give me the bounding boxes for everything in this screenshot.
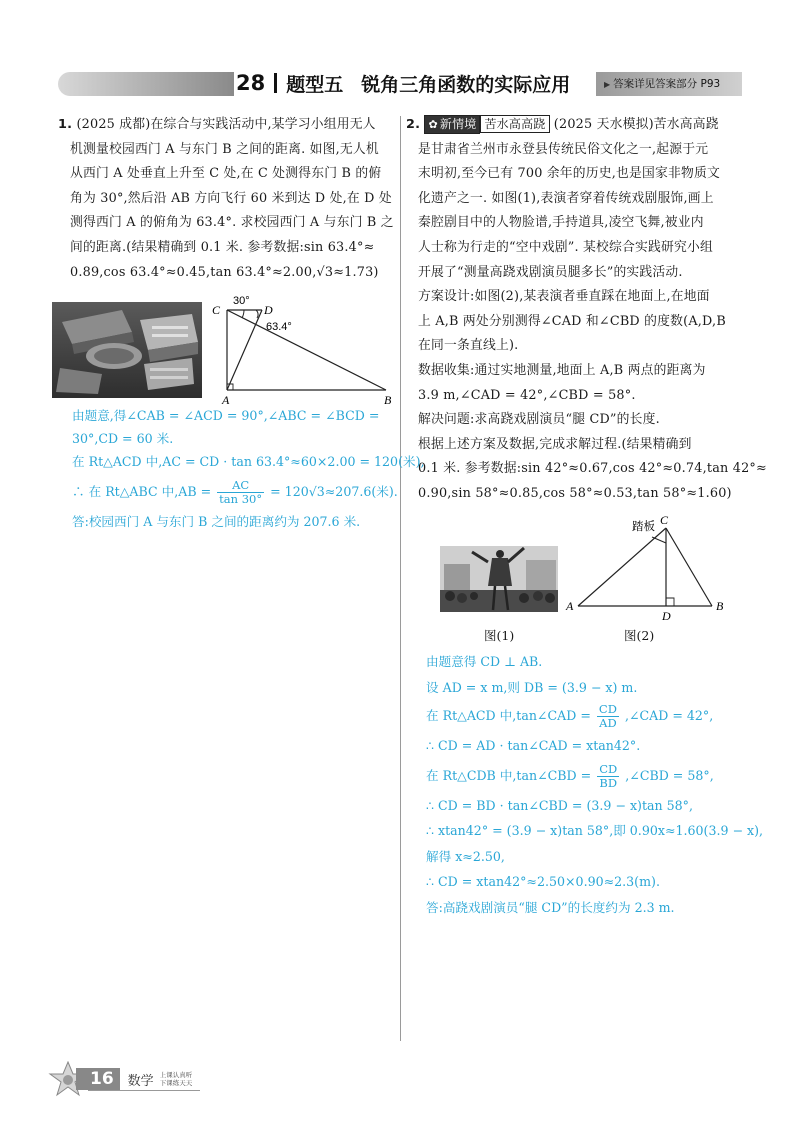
question-1 — [58, 113, 394, 285]
fraction-numerator: CD — [599, 761, 618, 776]
header-left-bar — [58, 72, 234, 96]
title-separator — [274, 73, 277, 93]
motto-line: 上课认真听 — [159, 1071, 193, 1079]
question-2 — [406, 113, 767, 507]
solution-text: ∴ 在 Rt△ABC 中,AB = — [72, 484, 212, 499]
solution-line: 答:校园西门 A 与东门 B 之间的距离约为 207.6 米. — [72, 514, 361, 529]
q2-line: (2025 天水模拟)苦水高高跷 — [553, 117, 719, 132]
campus-aerial-photo — [52, 302, 202, 398]
q2-line: 根据上述方案及数据,完成求解过程.(结果精确到 — [418, 436, 692, 452]
q2-line: 在同一条直线上). — [418, 338, 519, 354]
fraction — [217, 479, 264, 506]
fraction-numerator: AC — [217, 479, 264, 493]
solution-line: ∴ xtan42° = (3.9 − x)tan 58°,即 0.90x≈1.60(3.9 − x), — [426, 823, 764, 838]
topic-tag: 苦水高高跷 — [480, 115, 549, 133]
q2-line: 上 A,B 两处分别测得∠CAD 和∠CBD 的度数(A,D,B — [418, 313, 726, 329]
point-label: C — [212, 303, 221, 317]
new-context-tag-text: 新情境 — [439, 117, 477, 131]
point-label: A — [566, 599, 574, 613]
question-2-number: 2. — [406, 117, 421, 132]
point-label: B — [716, 599, 724, 613]
solution-text: 在 Rt△ACD 中,tan∠CAD = — [426, 708, 591, 723]
q2-line: 末明初,至今已有 700 余年的历史,也是国家非物质文 — [418, 166, 721, 182]
point-label: B — [384, 393, 392, 407]
solution-line — [426, 703, 763, 730]
q2-line: 0.90,sin 58°≈0.85,cos 58°≈0.53,tan 58°≈1.60) — [418, 485, 732, 501]
solution-line — [72, 479, 425, 506]
solution-line: ∴ CD = xtan42°≈2.50×0.90≈2.3(m). — [426, 874, 660, 889]
page-number: 16 — [76, 1068, 120, 1090]
answer-reference — [604, 72, 720, 96]
question-1-number: 1. — [58, 117, 73, 132]
figure-caption-1: 图(1) — [484, 628, 515, 643]
angle-label: 30° — [233, 295, 250, 307]
figure-q1-triangle — [206, 290, 400, 408]
solution-line: 设 AD = x m,则 DB = (3.9 − x) m. — [426, 679, 638, 695]
fraction — [597, 763, 619, 790]
q2-line: 3.9 m,∠CAD = 42°,∠CBD = 58°. — [418, 387, 636, 403]
flower-icon: ✿ — [428, 118, 438, 131]
solution-line: 在 Rt△ACD 中,AC = CD · tan 63.4°≈60×2.00 = 120(米), — [72, 454, 425, 469]
title-topic: 锐角三角函数的实际应用 — [361, 73, 571, 96]
q2-line: 0.1 米. 参考数据:sin 42°≈0.67,cos 42°≈0.74,tan 42°≈ — [418, 461, 767, 477]
q1-line: 角为 30°,然后沿 AB 方向飞行 60 米到达 D 处,在 D 处 — [70, 190, 392, 206]
solution-line: ∴ CD = BD · tan∠CBD = (3.9 − x)tan 58°, — [426, 797, 693, 813]
solution-line: 由题意得 CD ⊥ AB. — [426, 654, 543, 669]
solution-line — [426, 763, 763, 790]
q1-line: 从西门 A 处垂直上升至 C 处,在 C 处测得东门 B 的俯 — [70, 166, 382, 182]
point-label: C — [660, 513, 669, 527]
answer-reference-text: 答案详见答案部分 P93 — [613, 78, 721, 90]
solution-line: 答:高跷戏剧演员“腿 CD”的长度约为 2.3 m. — [426, 899, 675, 915]
footer-motto — [160, 1071, 193, 1087]
q1-line: (2025 成都)在综合与实践活动中,某学习小组用无人 — [76, 117, 376, 132]
solution-line: 由题意,得∠CAB = ∠ACD = 90°,∠ABC = ∠BCD = — [72, 408, 380, 423]
q1-line: 机测量校园西门 A 与东门 B 之间的距离. 如图,无人机 — [70, 141, 379, 157]
q2-solution — [426, 651, 763, 919]
solution-line: 解得 x≈2.50, — [426, 848, 505, 864]
q2-line: 数据收集:通过实地测量,地面上 A,B 两点的距离为 — [418, 362, 706, 378]
new-context-tag — [424, 115, 480, 134]
figure-q2-triangle — [562, 512, 742, 624]
pedal-label: 踏板 — [632, 521, 655, 533]
fraction-denominator: BD — [599, 775, 618, 790]
q1-line: 测得西门 A 的俯角为 63.4°. 求校园西门 A 与东门 B 之 — [70, 215, 394, 231]
solution-text: 在 Rt△CDB 中,tan∠CBD = — [426, 767, 592, 783]
fraction — [597, 703, 619, 730]
page-title — [236, 68, 570, 98]
footer-rule — [88, 1090, 200, 1091]
solution-text: = 120√3≈207.6(米). — [270, 484, 398, 499]
solution-text: ,∠CBD = 58°, — [625, 767, 714, 783]
fraction-numerator: CD — [598, 702, 617, 716]
solution-line: 30°,CD = 60 米. — [72, 431, 174, 446]
q1-line: 间的距离.(结果精确到 0.1 米. 参考数据:sin 63.4°≈ — [70, 239, 375, 255]
solution-line: ∴ CD = AD · tan∠CAD = xtan42°. — [426, 738, 641, 753]
fraction-denominator: tan 30° — [219, 492, 263, 506]
point-label: A — [222, 393, 230, 407]
q2-line: 开展了“测量高跷戏剧演员腿多长”的实践活动. — [418, 264, 683, 280]
figure-caption-2: 图(2) — [624, 628, 655, 643]
title-type: 题型五 — [286, 73, 344, 96]
lesson-number: 28 — [236, 71, 266, 95]
q2-line: 是甘肃省兰州市永登县传统民俗文化之一,起源于元 — [418, 141, 709, 157]
point-label: D — [264, 303, 273, 317]
q2-line: 方案设计:如图(2),某表演者垂直踩在地面上,在地面 — [418, 289, 710, 305]
fraction-denominator: AD — [599, 716, 617, 730]
solution-text: ,∠CAD = 42°, — [624, 708, 714, 723]
motto-line: 下课练天天 — [159, 1079, 193, 1087]
q1-line: 0.89,cos 63.4°≈0.45,tan 63.4°≈2.00,√3≈1.73) — [70, 264, 379, 280]
q2-line: 人士称为行走的“空中戏剧”. 某校综合实践研究小组 — [418, 239, 713, 255]
angle-label: 63.4° — [266, 321, 292, 333]
stilt-performance-photo — [440, 546, 558, 612]
q2-line: 解决问题:求高跷戏剧演员“腿 CD”的长度. — [418, 412, 660, 428]
point-label: D — [662, 609, 671, 623]
column-divider — [400, 116, 401, 1041]
q2-line: 化遗产之一. 如图(1),表演者穿着传统戏剧服饰,画上 — [418, 190, 714, 206]
triangle-right-icon: ▶ — [604, 80, 611, 89]
q2-line: 秦腔剧目中的人物脸谱,手持道具,凌空飞舞,被业内 — [418, 215, 704, 231]
subject-label: 数学 — [127, 1073, 154, 1089]
q1-solution — [72, 404, 425, 533]
